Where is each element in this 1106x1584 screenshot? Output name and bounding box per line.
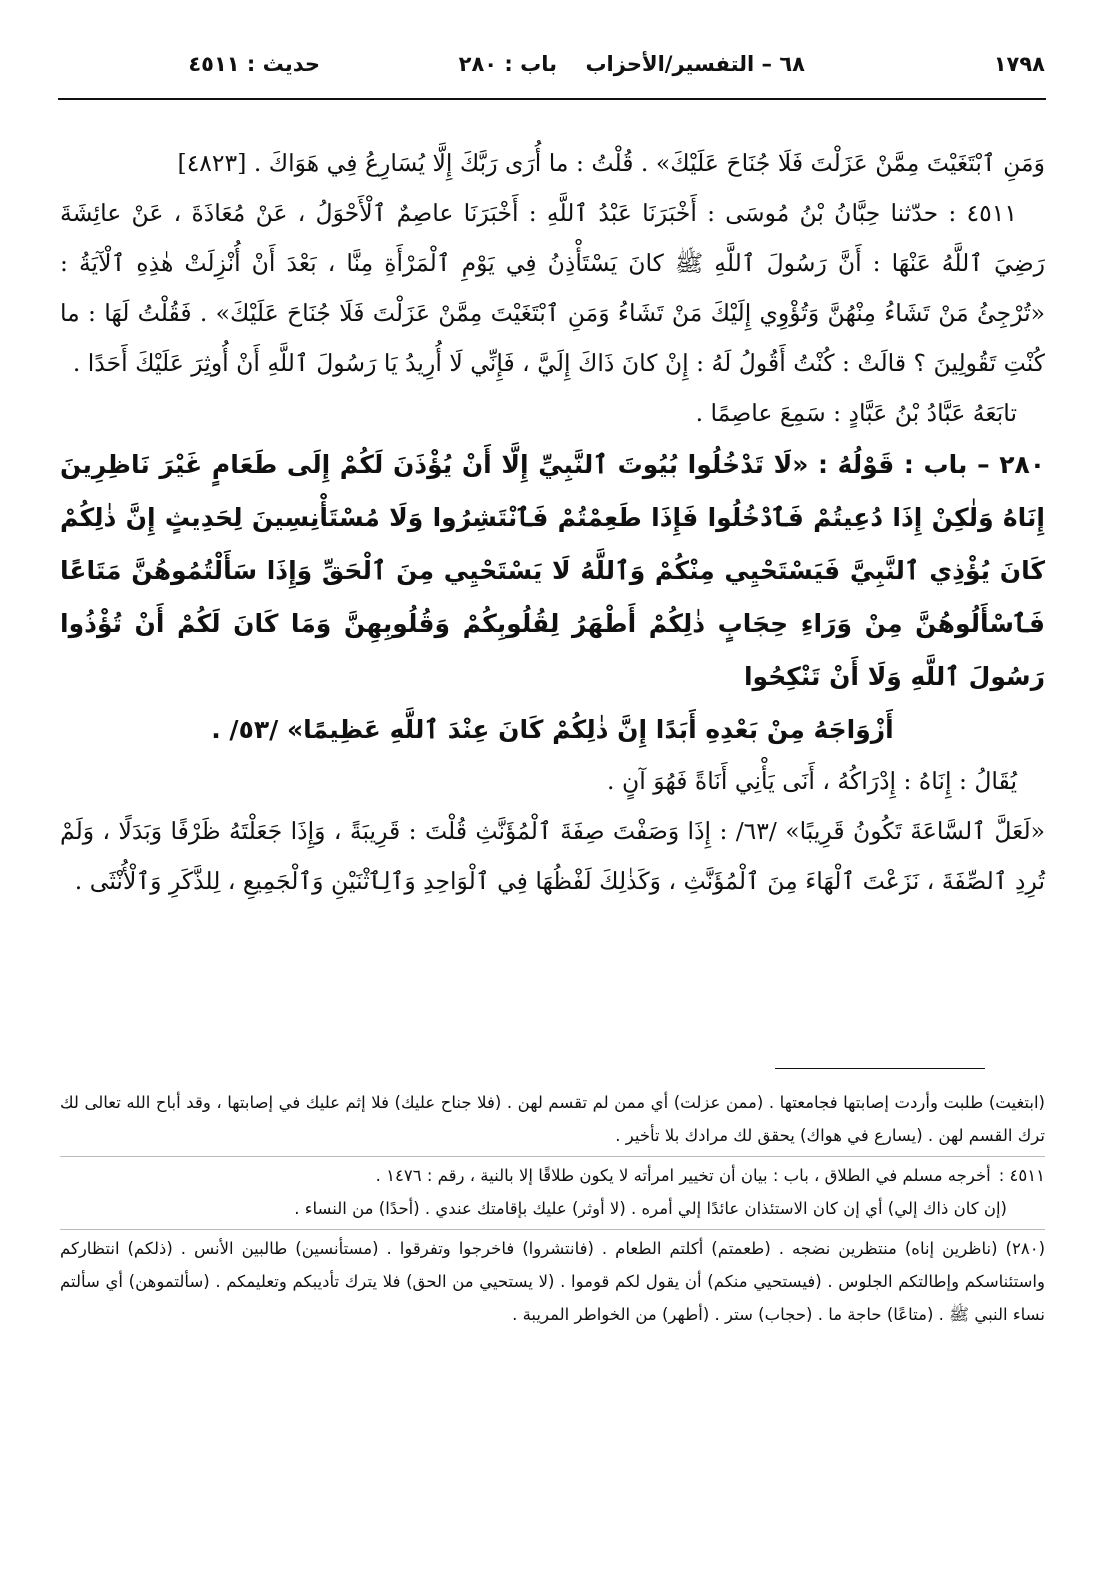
footnote-rule (775, 1068, 985, 1069)
header-rule (58, 98, 1046, 100)
paragraph-mutabaah: تابَعَهُ عَبَّادُ بْنُ عَبَّادٍ : سَمِعَ عاصِمًا . (695, 399, 1017, 427)
chapter-heading-280: ٢٨٠ – باب : قَوْلُهُ : «لَا تَدْخُلُوا بُيُوتَ ٱلنَّبِيِّ إِلَّا أَنْ يُؤْذَنَ لَكُمْ إِلَى طَعَامٍ غَيْرَ نَاظِرِينَ إِنَاهُ وَلٰكِنْ إِذَا دُعِيتُمْ فَٱدْخُلُوا فَإِذَا طَعِمْتُمْ فَٱنْتَشِرُوا وَلَا مُسْتَأْنِسِينَ لِحَدِيثٍ إِنَّ ذٰلِكُمْ كَانَ يُؤْذِي ٱلنَّبِيَّ فَيَسْتَحْيِي مِنْكُمْ وَٱللَّهُ لَا يَسْتَحْيِي مِنَ ٱلْحَقِّ وَإِذَا سَأَلْتُمُوهُنَّ مَتَاعًا فَٱسْأَلُوهُنَّ مِنْ وَرَاءِ حِجَابٍ ذٰلِكُمْ أَطْهَرُ لِقُلُوبِكُمْ وَقُلُوبِهِنَّ وَمَا كَانَ لَكُمْ أَنْ تُؤْذُوا رَسُولَ ٱللَّهِ وَلَا أَنْ تَنْكِحُوا (60, 450, 1045, 691)
footnote-number: ٤٥١١ : (998, 1166, 1045, 1185)
paragraph-qariban: «لَعَلَّ ٱلسَّاعَةَ تَكُونُ قَرِيبًا» /٦٣/ : إِذَا وَصَفْتَ صِفَةَ ٱلْمُؤَنَّثِ قُلْتَ : قَرِيبَةً ، وَإِذَا جَعَلْتَهُ ظَرْفًا وَبَدَلًا ، وَلَمْ تُرِدِ ٱلصِّفَةَ ، نَزَعْتَ ٱلْهَاءَ مِنَ ٱلْمُؤَنَّثِ ، وَكَذٰلِكَ لَفْظُهَا فِي ٱلْوَاحِدِ وَٱلِٱثْنَيْنِ وَٱلْجَمِيعِ ، لِلذَّكَرِ وَٱلْأُنْثَى . (60, 817, 1045, 895)
bab-number: باب : ٢٨٠ (458, 52, 557, 76)
main-text (60, 138, 1045, 906)
footnote-glossary-4511: (إن كان ذاك إلي) أي إن كان الاستئذان عائدًا إلي أمره . (لا أوثر) عليك بإقامتك عندي . (أحدًا) من النساء . (294, 1199, 1007, 1218)
running-header (60, 52, 1045, 92)
chapter-title: ٦٨ – التفسير/الأحزاب (585, 52, 805, 76)
page-number: ١٧٩٨ (993, 52, 1045, 76)
chapter-heading-280-end: أَزْوَاجَهُ مِنْ بَعْدِهِ أَبَدًا إِنَّ ذٰلِكُمْ كَانَ عِنْدَ ٱللَّهِ عَظِيمًا» /٥٣/ . (211, 715, 894, 744)
footnote-separator (60, 1229, 1045, 1230)
hadith-number: حديث : ٤٥١١ (188, 52, 320, 76)
footnote-glossary-4823: (ابتغيت) طلبت وأردت إصابتها فجامعتها . (ممن عزلت) أي ممن لم تقسم لهن . (فلا جناح عليك) فلا إثم عليك في إصابتها ، وقد أباح الله تعالى لك ترك القسم لهن . (يسارع في هواك) يحقق لك مرادك بلا تأخير . (60, 1093, 1045, 1145)
paragraph-inahu: يُقَالُ : إِنَاهُ : إِدْرَاكُهُ ، أَنَى يَأْنِي أَنَاةً فَهُوَ آنٍ . (607, 767, 1017, 795)
paragraph-verse-continuation: وَمَنِ ٱبْتَغَيْتَ مِمَّنْ عَزَلْتَ فَلَا جُنَاحَ عَلَيْكَ» . قُلْتُ : ما أُرَى رَبَّكَ إِلَّا يُسَارِعُ فِي هَوَاكَ . [٤٨٢٣] (177, 149, 1045, 177)
footnotes (60, 1086, 1045, 1331)
footnote-separator (60, 1156, 1045, 1157)
footnote-text: أخرجه مسلم في الطلاق ، باب : بيان أن تخيير امرأته لا يكون طلاقًا إلا بالنية ، رقم : ١٤٧٦ . (375, 1166, 991, 1185)
paragraph-hadith-4511: ٤٥١١ : حدّثنا حِبَّانُ بْنُ مُوسَى : أَخْبَرَنَا عَبْدُ ٱللَّهِ : أَخْبَرَنَا عاصِمٌ ٱلْأَحْوَلُ ، عَنْ مُعَاذَةَ ، عَنْ عائِشَةَ رَضِيَ ٱللَّهُ عَنْهَا : أَنَّ رَسُولَ ٱللَّهِ ﷺ كانَ يَسْتَأْذِنُ فِي يَوْمِ ٱلْمَرْأَةِ مِنَّا ، بَعْدَ أَنْ أُنْزِلَتْ هٰذِهِ ٱلْآيَةُ : «تُرْجِئُ مَنْ تَشَاءُ مِنْهُنَّ وَتُؤْوِي إِلَيْكَ مَنْ تَشَاءُ وَمَنِ ٱبْتَغَيْتَ مِمَّنْ عَزَلْتَ فَلَا جُنَاحَ عَلَيْكَ» . فَقُلْتُ لَهَا : ما كُنْتِ تَقُولِينَ ؟ قالَتْ : كُنْتُ أَقُولُ لَهُ : إِنْ كانَ ذَاكَ إِلَيَّ ، فَإِنِّي لَا أُرِيدُ يَا رَسُولَ ٱللَّهِ أَنْ أُوثِرَ عَلَيْكَ أَحَدًا . (60, 199, 1045, 377)
footnote-glossary-280: (٢٨٠) (ناظرين إناه) منتظرين نضجه . (طعمتم) أكلتم الطعام . (فانتشروا) فاخرجوا وتفرقوا . (مستأنسين) طالبين الأنس . (ذلكم) انتظاركم واستئناسكم وإطالتكم الجلوس . (فيستحيي منكم) أن يقول لكم قوموا . (لا يستحيي من الحق) فلا يترك تأديبكم وتعليمكم . (سألتموهن) أي سألتم نساء النبي ﷺ . (متاعًا) حاجة ما . (حجاب) ستر . (أطهر) من الخواطر المريبة . (60, 1239, 1045, 1324)
footnote-takhrij-4511 (60, 1159, 1045, 1192)
